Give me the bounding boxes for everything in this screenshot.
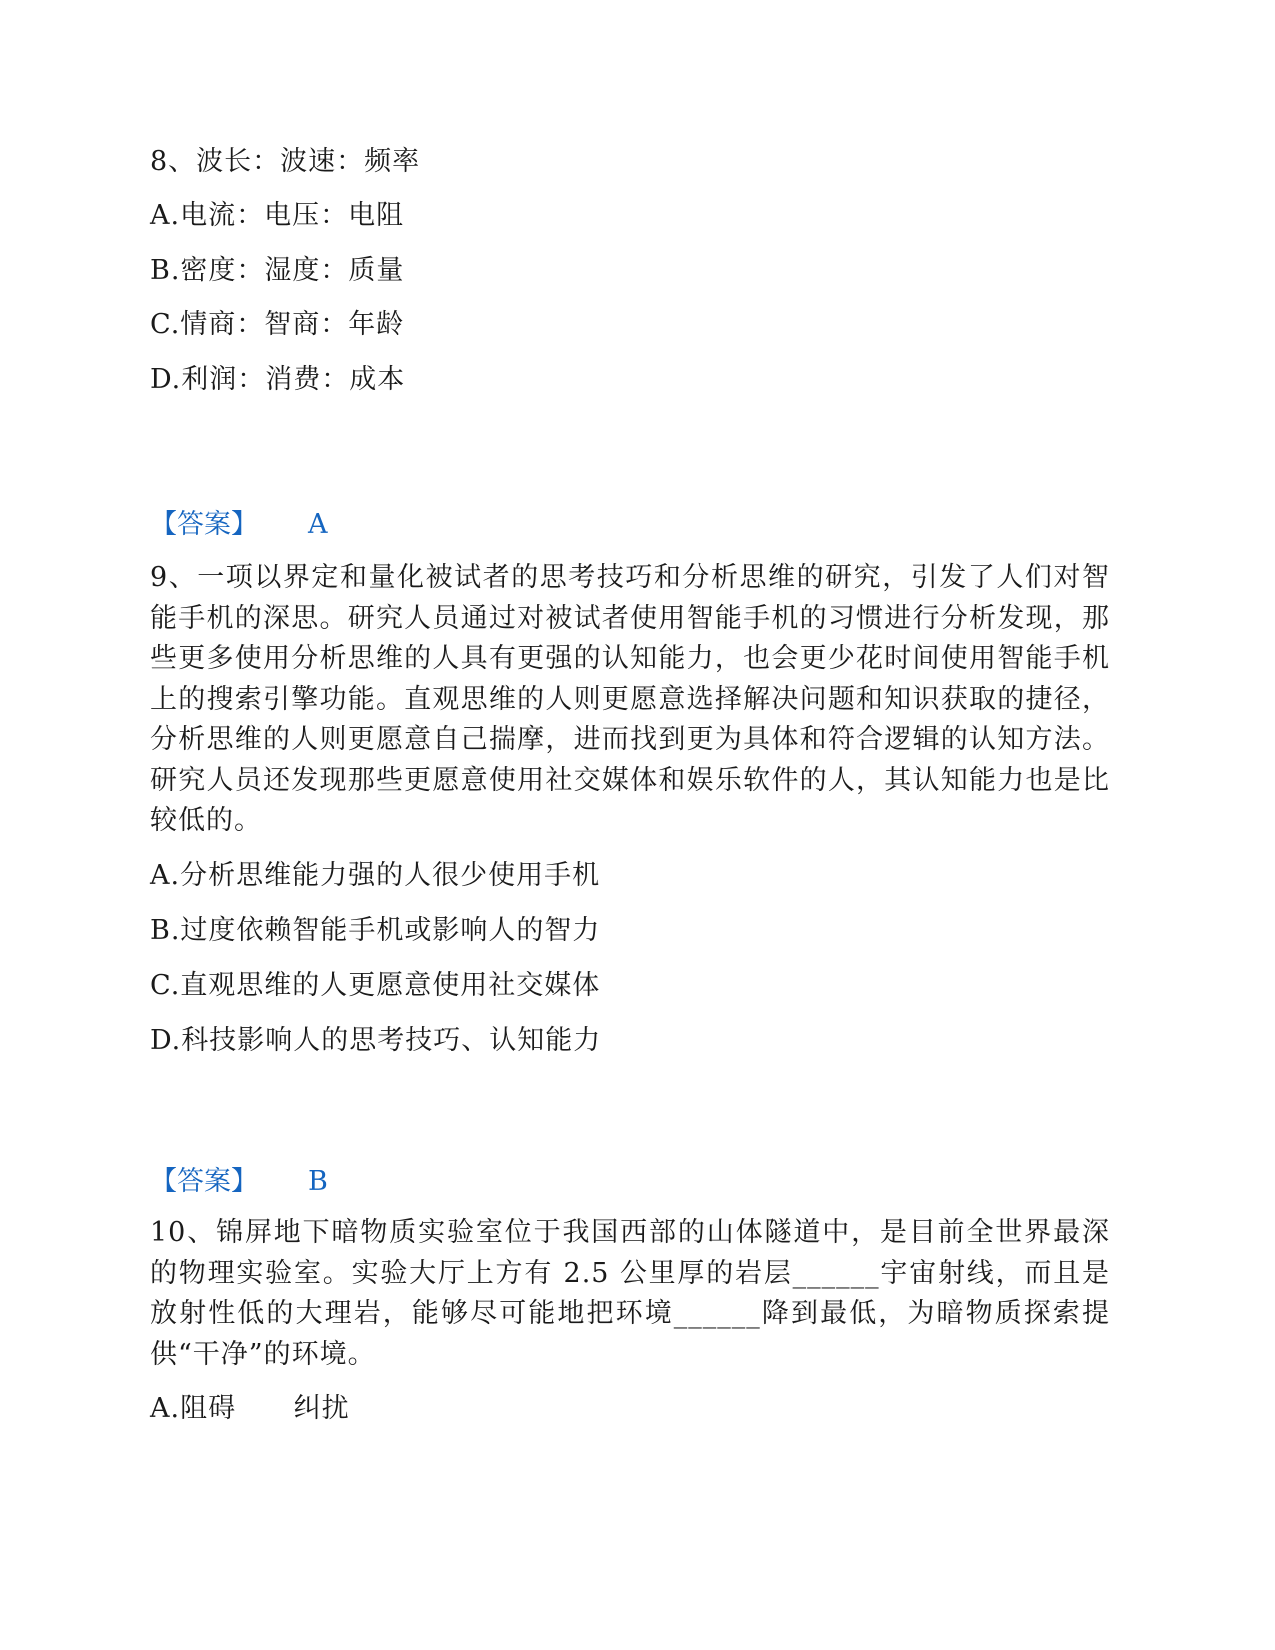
question-9-option-d: D.科技影响人的思考技巧、认知能力 bbox=[150, 1025, 602, 1056]
question-8-option-d: D.利润：消费：成本 bbox=[150, 364, 406, 395]
answer-9-value: B bbox=[308, 1166, 328, 1197]
answer-9 bbox=[150, 1162, 328, 1202]
answer-8-label: 【答案】 bbox=[150, 509, 258, 540]
question-9-option-c: C.直观思维的人更愿意使用社交媒体 bbox=[150, 970, 601, 1001]
question-8-stem: 8、波长：波速：频率 bbox=[150, 146, 421, 177]
question-9-option-b: B.过度依赖智能手机或影响人的智力 bbox=[150, 915, 601, 946]
answer-9-label: 【答案】 bbox=[150, 1166, 258, 1197]
answer-8 bbox=[150, 505, 328, 545]
question-8-option-b: B.密度：湿度：质量 bbox=[150, 255, 405, 286]
question-9-stem: 9、一项以界定和量化被试者的思考技巧和分析思维的研究，引发了人们对智能手机的深思。研究人员通过对被试者使用智能手机的习惯进行分析发现，那些更多使用分析思维的人具有更强的认知能力，也会更少花时间使用智能手机上的搜索引擎功能。直观思维的人则更愿意选择解决问题和知识获取的捷径，分析思维的人则更愿意自己揣摩，进而找到更为具体和符合逻辑的认知方法。研究人员还发现那些更愿意使用社交媒体和娱乐软件的人，其认知能力也是比较低的。 bbox=[150, 562, 1110, 836]
question-8-option-a: A.电流：电压：电阻 bbox=[150, 200, 405, 231]
question-9-option-a: A.分析思维能力强的人很少使用手机 bbox=[150, 860, 601, 891]
answer-8-value: A bbox=[308, 509, 328, 540]
question-8-option-c: C.情商：智商：年龄 bbox=[150, 309, 405, 340]
question-10-option-a: A.阻碍 纠扰 bbox=[150, 1393, 350, 1424]
question-10-stem: 10、锦屏地下暗物质实验室位于我国西部的山体隧道中，是目前全世界最深的物理实验室。实验大厅上方有 2.5 公里厚的岩层______宇宙射线，而且是放射性低的大理岩，能够尽可能地把环境______降到最低，为暗物质探索提供“干净”的环境。 bbox=[150, 1217, 1110, 1370]
